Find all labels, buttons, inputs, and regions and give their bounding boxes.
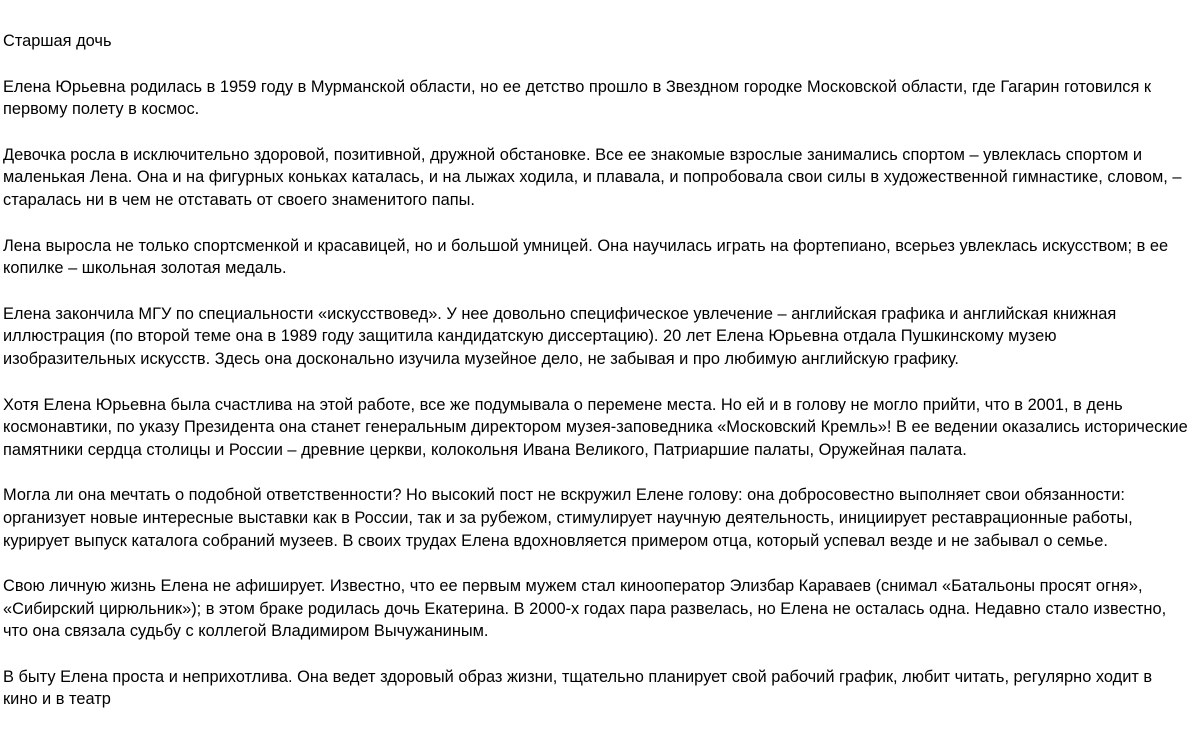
document-body xyxy=(3,30,1191,734)
paragraph-personal-life: Свою личную жизнь Елена не афиширует. Известно, что ее первым мужем стал кинооператор Элизбар Караваев (снимал «Батальоны просят огня», «Сибирский цирюльник»); в этом браке родилась дочь Екатерина. В 2000-х годах пара развелась, но Елена не осталась одна. Недавно стало известно, что она связала судьбу с коллегой Владимиром Вычужаниным. xyxy=(3,577,1167,641)
paragraph-lifestyle: В быту Елена проста и неприхотлива. Она ведет здоровый образ жизни, тщательно планирует свой рабочий график, любит читать, регулярно ходит в кино и в театр xyxy=(3,667,1153,709)
paragraph-childhood-sports: Девочка росла в исключительно здоровой, позитивной, дружной обстановке. Все ее знакомые взрослые занимались спортом – увлеклась спортом и маленькая Лена. Она и на фигурных коньках каталась, и на лыжах ходила, и плавала, и попробовала свои силы в художественной гимнастике, словом, – старалась ни в чем не отставать от своего знаменитого папы. xyxy=(3,145,1182,209)
section-title: Старшая дочь xyxy=(3,32,112,50)
paragraph-education-school: Лена выросла не только спортсменкой и красавицей, но и большой умницей. Она научилась играть на фортепиано, всерьез увлеклась искусством; в ее копилке – школьная золотая медаль. xyxy=(3,236,1169,278)
paragraph-responsibilities: Могла ли она мечтать о подобной ответственности? Но высокий пост не вскружил Елене голову: она добросовестно выполняет свои обязанности: организует новые интересные выставки как в России, так и за рубежом, стимулирует научную деятельность, инициирует реставрационные работы, курирует выпуск каталога собраний музеев. В своих трудах Елена вдохновляется примером отца, который успевал везде и не забывал о семье. xyxy=(3,486,1133,550)
paragraph-university: Елена закончила МГУ по специальности «искусствовед». У нее довольно специфическое увлечение – английская графика и английская книжная иллюстрация (по второй теме она в 1989 году защитила кандидатскую диссертацию). 20 лет Елена Юрьевна отдала Пушкинскому музею изобразительных искусств. Здесь она досконально изучила музейное дело, не забывая и про любимую английскую графику. xyxy=(3,304,1117,368)
paragraph-birth: Елена Юрьевна родилась в 1959 году в Мурманской области, но ее детство прошло в Звездном городке Московской области, где Гагарин готовился к первому полету в космос. xyxy=(3,77,1152,119)
paragraph-kremlin-director: Хотя Елена Юрьевна была счастлива на этой работе, все же подумывала о перемене места. Но ей и в голову не могло прийти, что в 2001, в день космонавтики, по указу Президента она станет генеральным директором музея-заповедника «Московский Кремль»! В ее ведении оказались исторические памятники сердца столицы и России – древние церкви, колокольня Ивана Великого, Патриаршие палаты, Оружейная палата. xyxy=(3,395,1188,459)
